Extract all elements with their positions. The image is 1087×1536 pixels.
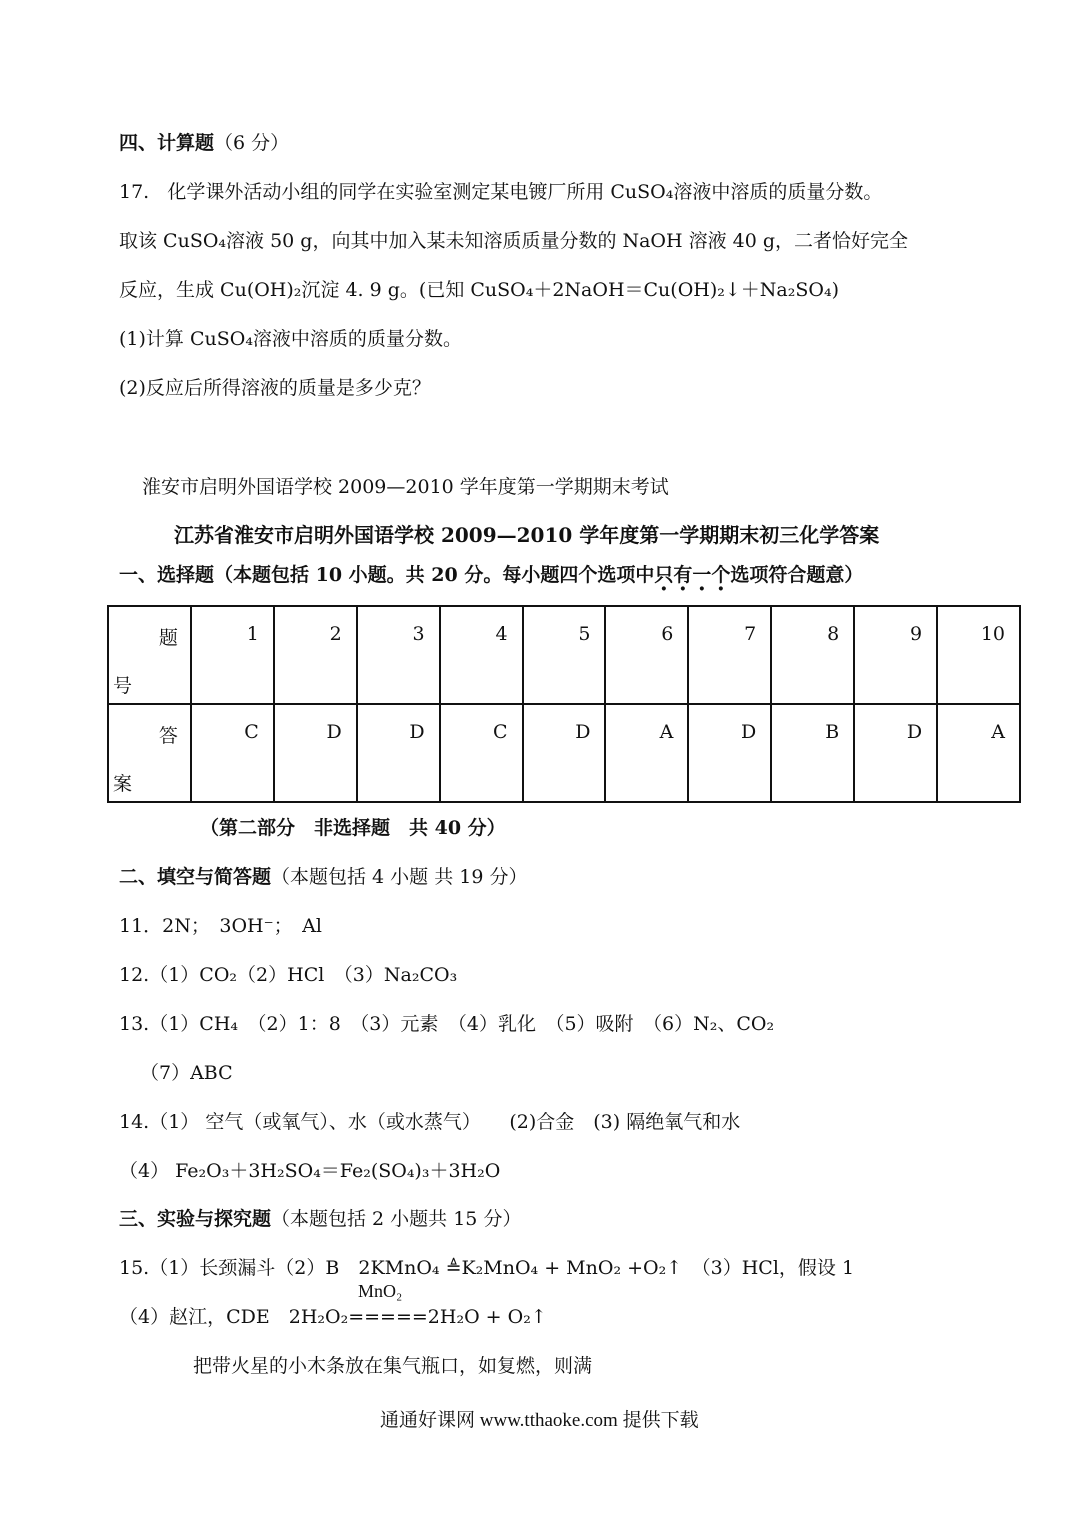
question-number: 9 (909, 623, 923, 645)
answer-value: D (326, 721, 342, 743)
answer-13-line1: 13.（1）CH₄ （2）1：8 （3）元素 （4）乳化 （5）吸附 （6）N₂、CO₂ (119, 1013, 775, 1035)
question-number: 2 (329, 623, 342, 645)
section4-score: （6 分） (214, 132, 290, 154)
row-header-top: 题 (158, 627, 178, 649)
answer-value: B (825, 721, 840, 743)
question-number: 5 (578, 623, 591, 645)
answer-value: D (906, 721, 923, 743)
answer-13-line2: （7）ABC (140, 1062, 233, 1084)
table-cell (357, 704, 440, 802)
section3-title: 三、实验与探究题 (119, 1208, 272, 1230)
section3-note: （本题包括 2 小题共 15 分） (271, 1208, 522, 1230)
answer-14-line1: 14.（1） 空气（或氧气）、水（或水蒸气） (2)合金 (3) 隔绝氧气和水 (119, 1111, 741, 1133)
answer-15-line2: （4）赵江，CDE 2H₂O₂=====2H₂O + O₂↑ (119, 1306, 547, 1328)
emphasis-char: 有 (673, 564, 693, 586)
answer-value: D (741, 721, 757, 743)
section4-title: 四、计算题 (119, 132, 215, 154)
emphasis-char: 只 (654, 564, 674, 586)
question-number: 10 (980, 623, 1005, 645)
emphasis-char: 个 (711, 564, 731, 586)
row-header-top: 答 (158, 725, 178, 747)
school-header: 淮安市启明外国语学校 2009—2010 学年度第一学期期末考试 (142, 476, 669, 498)
table-cell (274, 606, 357, 704)
q17-part1: (1)计算 CuSO₄溶液中溶质的质量分数。 (119, 328, 462, 350)
q17-text1: 化学课外活动小组的同学在实验室测定某电镀厂所用 CuSO₄溶液中溶质的质量分数。 (167, 181, 883, 203)
section1-title-a: 一、选择题（本题包括 10 小题。共 20 分。每小题四个选项中 (119, 564, 655, 586)
table-cell (523, 606, 606, 704)
answer-14-line2: （4） Fe₂O₃＋3H₂SO₄＝Fe₂(SO₄)₃＋3H₂O (119, 1160, 501, 1182)
table-cell (937, 606, 1020, 704)
q17-number: 17. (119, 181, 150, 203)
q17-part2: (2)反应后所得溶液的质量是多少克？ (119, 377, 431, 399)
table-cell (523, 704, 606, 802)
table-cell (440, 704, 523, 802)
row-header-cell (108, 606, 191, 704)
answer-15-line3: 把带火星的小木条放在集气瓶口，如复燃，则满 (193, 1355, 593, 1377)
table-row-numbers (108, 606, 1020, 704)
section2-heading (119, 868, 527, 887)
part2-heading: （第二部分 非选择题 共 40 分） (200, 817, 506, 839)
answer-11: 11．2N； 3OH⁻； Al (119, 915, 322, 937)
table-cell (688, 606, 771, 704)
table-cell (357, 606, 440, 704)
section1-heading (119, 566, 863, 585)
table-cell (274, 704, 357, 802)
table-row-answers (108, 704, 1020, 802)
section2-note: （本题包括 4 小题 共 19 分） (271, 866, 528, 888)
question-number: 1 (246, 623, 259, 645)
section3-heading (119, 1210, 521, 1229)
table-cell (440, 606, 523, 704)
q17-line2: 取该 CuSO₄溶液 50 g，向其中加入某未知溶质质量分数的 NaOH 溶液 40 g，二者恰好完全 (119, 230, 909, 252)
table-cell (771, 704, 854, 802)
table-cell (191, 704, 274, 802)
emphasis-char: 一 (692, 564, 712, 586)
row-header-bottom: 案 (113, 773, 133, 795)
question-number: 3 (412, 623, 425, 645)
answer-12: 12.（1）CO₂（2）HCl （3）Na₂CO₃ (119, 964, 458, 986)
row-header-cell (108, 704, 191, 802)
row-header-bottom: 号 (113, 675, 133, 697)
answer-table (107, 605, 1021, 803)
section1-title-b: 选项符合题意） (730, 564, 864, 586)
table-cell (771, 606, 854, 704)
answer-value: D (409, 721, 425, 743)
section2-title: 二、填空与简答题 (119, 866, 272, 888)
answer-value: D (575, 721, 591, 743)
q17-line1 (119, 183, 882, 202)
answer-value: C (492, 721, 508, 743)
answer-value: C (244, 721, 259, 743)
table-cell (937, 704, 1020, 802)
answer-value: A (659, 721, 674, 743)
answer-title: 江苏省淮安市启明外国语学校 2009—2010 学年度第一学期期末初三化学答案 (174, 523, 880, 547)
answer-value: A (991, 721, 1005, 743)
table-cell (854, 704, 937, 802)
question-number: 8 (827, 623, 840, 645)
page-footer: 通通好课网 www.tthaoke.com 提供下载 (380, 1410, 699, 1431)
table-cell (854, 606, 937, 704)
question-number: 7 (744, 623, 757, 645)
table-cell (605, 704, 688, 802)
table-cell (688, 704, 771, 802)
question-number: 4 (495, 623, 508, 645)
section4-heading (119, 134, 289, 153)
question-number: 6 (661, 623, 674, 645)
answer-15-line1: 15.（1）长颈漏斗（2）B 2KMnO₄ ≜K₂MnO₄ + MnO₂ +O₂↑ （3）HCl，假设 1 (119, 1257, 855, 1279)
q17-line3: 反应，生成 Cu(OH)₂沉淀 4. 9 g。(已知 CuSO₄＋2NaOH＝Cu(OH)₂↓＋Na₂SO₄) (119, 279, 839, 301)
table-cell (191, 606, 274, 704)
table-cell (605, 606, 688, 704)
catalyst-label: MnO₂ (358, 1281, 403, 1301)
